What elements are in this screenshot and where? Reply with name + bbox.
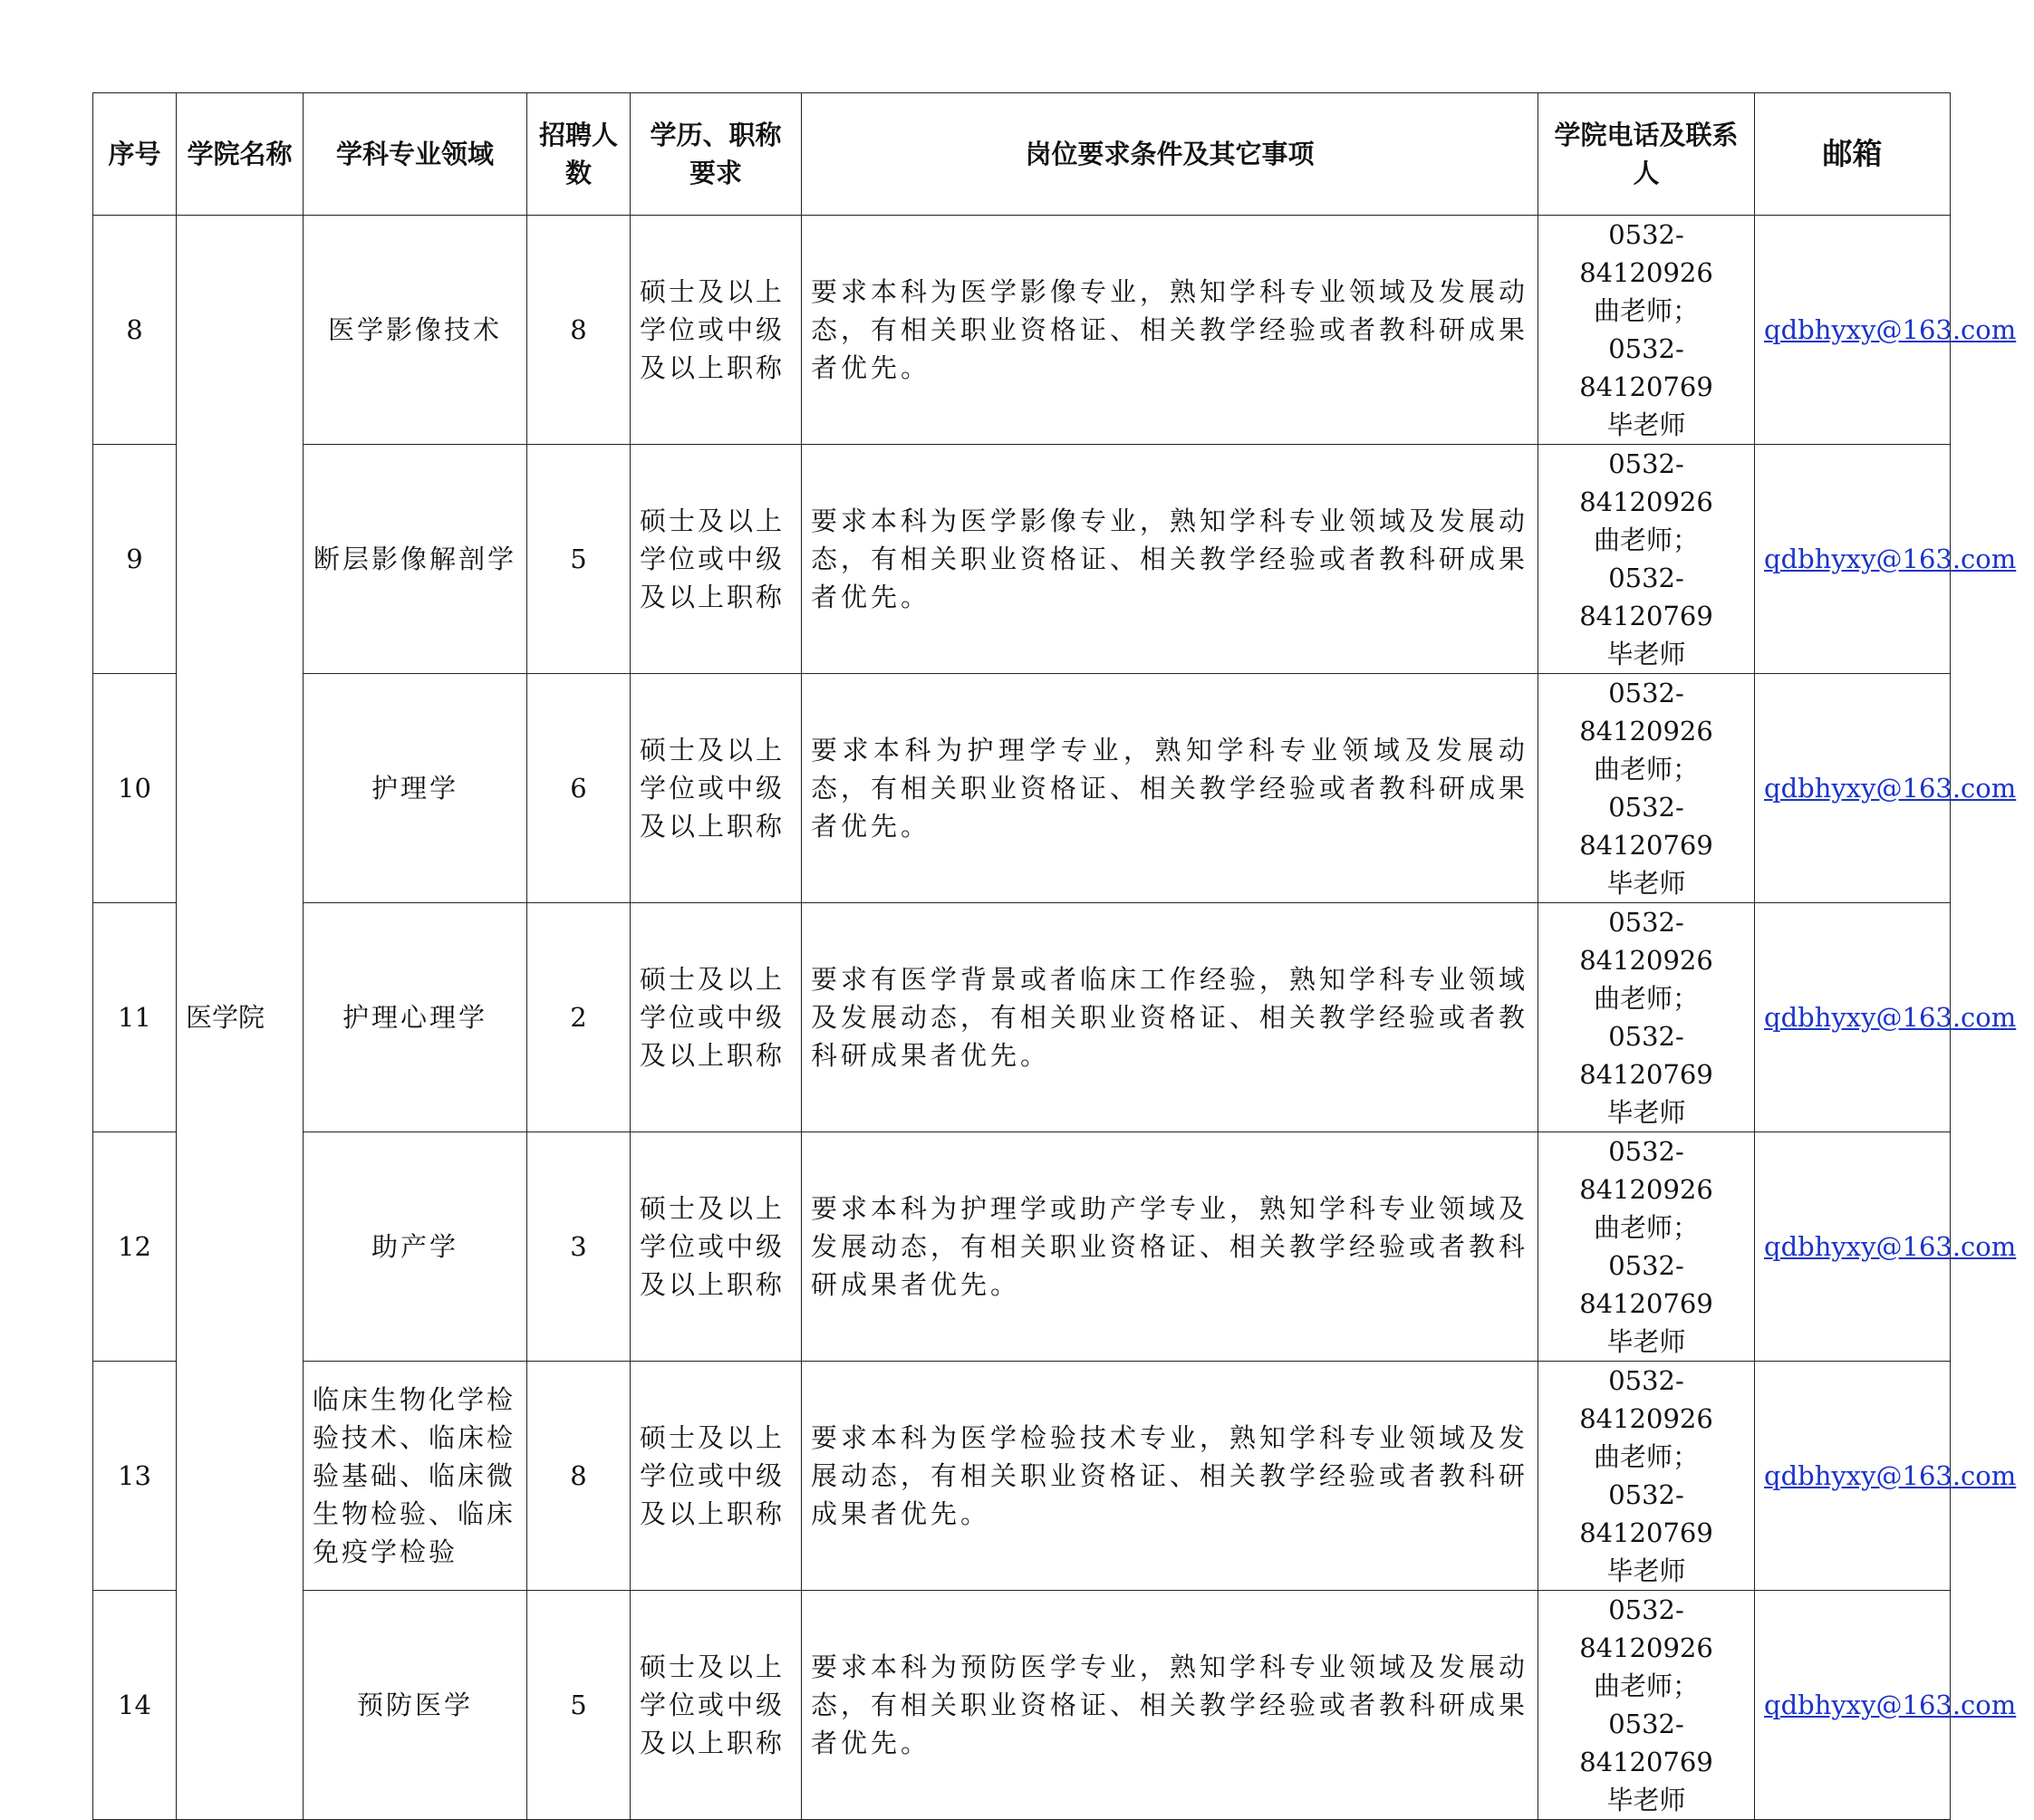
phone-1: 0532-84120926 xyxy=(1579,448,1713,517)
table-row xyxy=(93,674,1951,903)
email-link[interactable]: qdbhyxy@163.com xyxy=(1764,1231,2017,1262)
phone-1: 0532-84120926 xyxy=(1579,1594,1713,1663)
phone-2: 0532-84120769 xyxy=(1579,1250,1713,1319)
row-count: 3 xyxy=(527,1132,631,1362)
header-row xyxy=(93,93,1951,216)
table-row xyxy=(93,903,1951,1132)
row-requirements: 要求本科为医学检验技术专业，熟知学科专业领域及发展动态，有相关职业资格证、相关教学经验或者教科研成果者优先。 xyxy=(802,1362,1538,1591)
header-email: 邮箱 xyxy=(1755,93,1951,216)
row-education: 硕士及以上学位或中级及以上职称 xyxy=(631,1362,802,1591)
row-contact xyxy=(1538,1591,1755,1820)
row-education: 硕士及以上学位或中级及以上职称 xyxy=(631,1132,802,1362)
contact-2: 毕老师 xyxy=(1606,409,1686,440)
contact-2: 毕老师 xyxy=(1606,1555,1686,1586)
table-row xyxy=(93,1591,1951,1820)
row-no: 12 xyxy=(93,1132,177,1362)
table-row xyxy=(93,216,1951,445)
row-contact xyxy=(1538,1362,1755,1591)
row-email xyxy=(1755,903,2017,1132)
row-education: 硕士及以上学位或中级及以上职称 xyxy=(631,216,802,445)
contact-1: 曲老师； xyxy=(1593,983,1699,1014)
contact-1: 曲老师； xyxy=(1593,525,1699,555)
phone-2: 0532-84120769 xyxy=(1579,792,1713,861)
row-email xyxy=(1755,1591,2017,1820)
contact-2: 毕老师 xyxy=(1606,1785,1686,1815)
phone-1: 0532-84120926 xyxy=(1579,1136,1713,1205)
contact-1: 曲老师； xyxy=(1593,754,1699,785)
table-row xyxy=(93,1362,1951,1591)
contact-1: 曲老师； xyxy=(1593,1212,1699,1243)
row-count: 8 xyxy=(527,1362,631,1591)
row-requirements: 要求本科为护理学或助产学专业，熟知学科专业领域及发展动态，有相关职业资格证、相关教学经验或者教科研成果者优先。 xyxy=(802,1132,1538,1362)
row-no: 13 xyxy=(93,1362,177,1591)
phone-2: 0532-84120769 xyxy=(1579,563,1713,631)
row-email xyxy=(1755,674,2017,903)
row-field: 护理学 xyxy=(304,674,527,903)
row-email xyxy=(1755,1362,2017,1591)
phone-1: 0532-84120926 xyxy=(1579,678,1713,746)
header-education: 学历、职称要求 xyxy=(631,93,802,216)
row-contact xyxy=(1538,445,1755,674)
row-field: 断层影像解剖学 xyxy=(304,445,527,674)
row-count: 8 xyxy=(527,216,631,445)
contact-2: 毕老师 xyxy=(1606,1097,1686,1128)
header-college: 学院名称 xyxy=(177,93,304,216)
phone-1: 0532-84120926 xyxy=(1579,1365,1713,1434)
row-no: 14 xyxy=(93,1591,177,1820)
row-field: 预防医学 xyxy=(304,1591,527,1820)
phone-2: 0532-84120769 xyxy=(1579,333,1713,402)
header-requirements: 岗位要求条件及其它事项 xyxy=(802,93,1538,216)
row-email xyxy=(1755,216,2017,445)
contact-1: 曲老师； xyxy=(1593,1441,1699,1472)
contact-2: 毕老师 xyxy=(1606,868,1686,899)
table-row xyxy=(93,445,1951,674)
row-requirements: 要求本科为护理学专业，熟知学科专业领域及发展动态，有相关职业资格证、相关教学经验或者教科研成果者优先。 xyxy=(802,674,1538,903)
header-contact: 学院电话及联系人 xyxy=(1538,93,1755,216)
row-count: 5 xyxy=(527,445,631,674)
row-education: 硕士及以上学位或中级及以上职称 xyxy=(631,1591,802,1820)
row-no: 9 xyxy=(93,445,177,674)
row-education: 硕士及以上学位或中级及以上职称 xyxy=(631,903,802,1132)
email-link[interactable]: qdbhyxy@163.com xyxy=(1764,1690,2017,1720)
phone-2: 0532-84120769 xyxy=(1579,1021,1713,1090)
row-no: 8 xyxy=(93,216,177,445)
row-no: 11 xyxy=(93,903,177,1132)
email-link[interactable]: qdbhyxy@163.com xyxy=(1764,773,2017,804)
header-count: 招聘人数 xyxy=(527,93,631,216)
row-field: 助产学 xyxy=(304,1132,527,1362)
table-row xyxy=(93,1132,1951,1362)
row-count: 5 xyxy=(527,1591,631,1820)
row-requirements: 要求本科为医学影像专业，熟知学科专业领域及发展动态，有相关职业资格证、相关教学经验或者教科研成果者优先。 xyxy=(802,445,1538,674)
contact-1: 曲老师； xyxy=(1593,1671,1699,1701)
row-email xyxy=(1755,1132,2017,1362)
row-education: 硕士及以上学位或中级及以上职称 xyxy=(631,674,802,903)
recruitment-table xyxy=(92,92,2017,1820)
college-name: 医学院 xyxy=(177,216,304,1820)
row-contact xyxy=(1538,216,1755,445)
row-count: 6 xyxy=(527,674,631,903)
email-link[interactable]: qdbhyxy@163.com xyxy=(1764,1002,2017,1033)
row-field: 医学影像技术 xyxy=(304,216,527,445)
phone-1: 0532-84120926 xyxy=(1579,907,1713,976)
header-no: 序号 xyxy=(93,93,177,216)
row-field: 护理心理学 xyxy=(304,903,527,1132)
row-requirements: 要求本科为预防医学专业，熟知学科专业领域及发展动态，有相关职业资格证、相关教学经验或者教科研成果者优先。 xyxy=(802,1591,1538,1820)
email-link[interactable]: qdbhyxy@163.com xyxy=(1764,544,2017,574)
row-no: 10 xyxy=(93,674,177,903)
row-requirements: 要求本科为医学影像专业，熟知学科专业领域及发展动态，有相关职业资格证、相关教学经验或者教科研成果者优先。 xyxy=(802,216,1538,445)
row-contact xyxy=(1538,1132,1755,1362)
phone-2: 0532-84120769 xyxy=(1579,1709,1713,1777)
row-field: 临床生物化学检验技术、临床检验基础、临床微生物检验、临床免疫学检验 xyxy=(304,1362,527,1591)
row-requirements: 要求有医学背景或者临床工作经验，熟知学科专业领域及发展动态，有相关职业资格证、相关教学经验或者教科研成果者优先。 xyxy=(802,903,1538,1132)
email-link[interactable]: qdbhyxy@163.com xyxy=(1764,1460,2017,1491)
row-education: 硕士及以上学位或中级及以上职称 xyxy=(631,445,802,674)
contact-2: 毕老师 xyxy=(1606,639,1686,669)
header-field: 学科专业领域 xyxy=(304,93,527,216)
contact-1: 曲老师； xyxy=(1593,295,1699,326)
row-contact xyxy=(1538,674,1755,903)
contact-2: 毕老师 xyxy=(1606,1326,1686,1357)
phone-1: 0532-84120926 xyxy=(1579,219,1713,288)
row-email xyxy=(1755,445,2017,674)
row-count: 2 xyxy=(527,903,631,1132)
row-contact xyxy=(1538,903,1755,1132)
phone-2: 0532-84120769 xyxy=(1579,1479,1713,1548)
email-link[interactable]: qdbhyxy@163.com xyxy=(1764,314,2017,345)
